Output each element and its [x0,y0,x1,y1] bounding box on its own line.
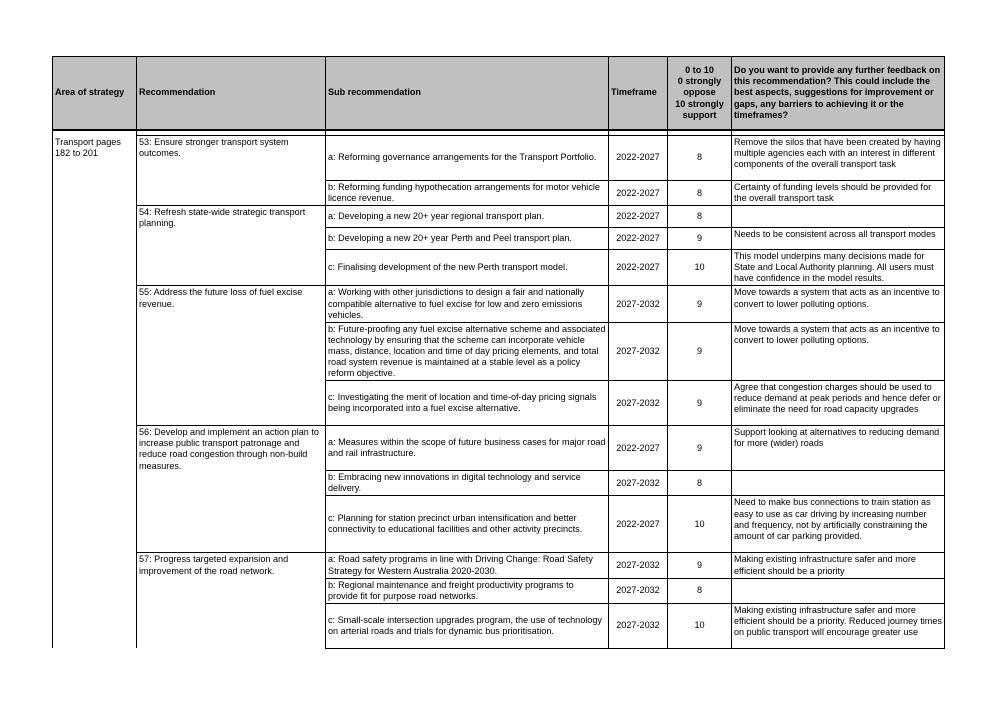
sub-recommendation: a: Road safety programs in line with Driving Change: Road Safety Strategy for Western Australia 2020-2030. [326,553,609,578]
table-row [53,426,945,471]
score: 8 [668,471,732,496]
recommendation-53: 53: Ensure stronger transport system outcomes. [137,136,326,206]
feedback [732,471,945,496]
sub-recommendation: c: Small-scale intersection upgrades program, the use of technology on arterial roads and trials for dynamic bus prioritisation. [326,603,609,648]
timeframe: 2022-2027 [609,181,668,206]
feedback [732,206,945,228]
sub-recommendation: a: Reforming governance arrangements for the Transport Portfolio. [326,136,609,181]
score: 9 [668,322,732,380]
feedback: This model underpins many decisions made for State and Local Authority planning. All users must have confidence in the model results. [732,250,945,286]
score: 9 [668,553,732,578]
header-recommendation: Recommendation [137,57,326,131]
header-timeframe: Timeframe [609,57,668,131]
table-row [53,136,945,181]
sub-recommendation: c: Investigating the merit of location and time-of-day pricing signals being incorporated into a fuel excise alternative. [326,381,609,426]
score: 8 [668,136,732,181]
timeframe: 2027-2032 [609,471,668,496]
strategy-feedback-table [52,56,944,649]
header-sub-recommendation: Sub recommendation [326,57,609,131]
table-row [53,553,945,578]
sub-recommendation: a: Developing a new 20+ year regional transport plan. [326,206,609,228]
feedback-table [52,56,945,649]
sub-recommendation: b: Regional maintenance and freight productivity programs to provide fit for purpose road networks. [326,578,609,603]
feedback: Support looking at alternatives to reducing demand for more (wider) roads [732,426,945,471]
table-row [53,206,945,228]
sub-recommendation: a: Measures within the scope of future business cases for major road and rail infrastructure. [326,426,609,471]
recommendation-55: 55: Address the future loss of fuel excise revenue. [137,286,326,426]
feedback: Making existing infrastructure safer and more efficient should be a priority. Reduced journey times on public transport will encourage greater use [732,603,945,648]
timeframe: 2027-2032 [609,286,668,322]
feedback: Need to make bus connections to train station as easy to use as car driving by increasing number and frequency, not by artificially constraining the amount of car parking provided. [732,496,945,553]
score: 8 [668,181,732,206]
score: 10 [668,250,732,286]
timeframe: 2027-2032 [609,603,668,648]
score: 8 [668,206,732,228]
feedback: Making existing infrastructure safer and more efficient should be a priority [732,553,945,578]
timeframe: 2022-2027 [609,250,668,286]
feedback: Move towards a system that acts as an incentive to convert to lower polluting options. [732,322,945,380]
header-area: Area of strategy [53,57,137,131]
timeframe: 2022-2027 [609,228,668,250]
score: 10 [668,496,732,553]
sub-recommendation: b: Future-proofing any fuel excise alternative scheme and associated technology by ensuring that the scheme can incorporate vehicle mass, distance, location and time of day pricing elements, and total road system revenue is maintained at a stable level as a policy reform objective. [326,322,609,380]
score: 10 [668,603,732,648]
feedback: Needs to be consistent across all transport modes [732,228,945,250]
recommendation-54: 54: Refresh state-wide strategic transport planning. [137,206,326,286]
sub-recommendation: b: Developing a new 20+ year Perth and Peel transport plan. [326,228,609,250]
feedback: Certainty of funding levels should be provided for the overall transport task [732,181,945,206]
recommendation-56: 56: Develop and implement an action plan to increase public transport patronage and reduce road congestion through non-build measures. [137,426,326,553]
timeframe: 2027-2032 [609,381,668,426]
sub-recommendation: c: Finalising development of the new Perth transport model. [326,250,609,286]
score: 9 [668,381,732,426]
score: 9 [668,286,732,322]
feedback: Agree that congestion charges should be used to reduce demand at peak periods and hence defer or eliminate the need for road capacity upgrades [732,381,945,426]
timeframe: 2022-2027 [609,496,668,553]
header-score: 0 to 10 0 strongly oppose 10 strongly support [668,57,732,131]
recommendation-57: 57: Progress targeted expansion and improvement of the road network. [137,553,326,648]
timeframe: 2022-2027 [609,136,668,181]
header-feedback: Do you want to provide any further feedback on this recommendation? This could include the best aspects, suggestions for improvement or gaps, any barriers to achieving it or the timeframes? [732,57,945,131]
sub-recommendation: a: Working with other jurisdictions to design a fair and nationally compatible alternative to fuel excise for low and zero emissions vehicles. [326,286,609,322]
area-of-strategy-cell: Transport pages 182 to 201 [53,136,137,649]
sub-recommendation: c: Planning for station precinct urban intensification and better connectivity to educational facilities and other activity precincts. [326,496,609,553]
timeframe: 2027-2032 [609,553,668,578]
header-row [53,57,945,131]
score: 9 [668,228,732,250]
table-row [53,286,945,322]
score: 9 [668,426,732,471]
feedback: Remove the silos that have been created by having multiple agencies each with an interest in different components of the overall transport task [732,136,945,181]
sub-recommendation: b: Embracing new innovations in digital technology and service delivery. [326,471,609,496]
timeframe: 2027-2032 [609,578,668,603]
timeframe: 2022-2027 [609,206,668,228]
feedback [732,578,945,603]
feedback: Move towards a system that acts as an incentive to convert to lower polluting options. [732,286,945,322]
score: 8 [668,578,732,603]
timeframe: 2022-2027 [609,426,668,471]
timeframe: 2027-2032 [609,322,668,380]
sub-recommendation: b: Reforming funding hypothecation arrangements for motor vehicle licence revenue. [326,181,609,206]
